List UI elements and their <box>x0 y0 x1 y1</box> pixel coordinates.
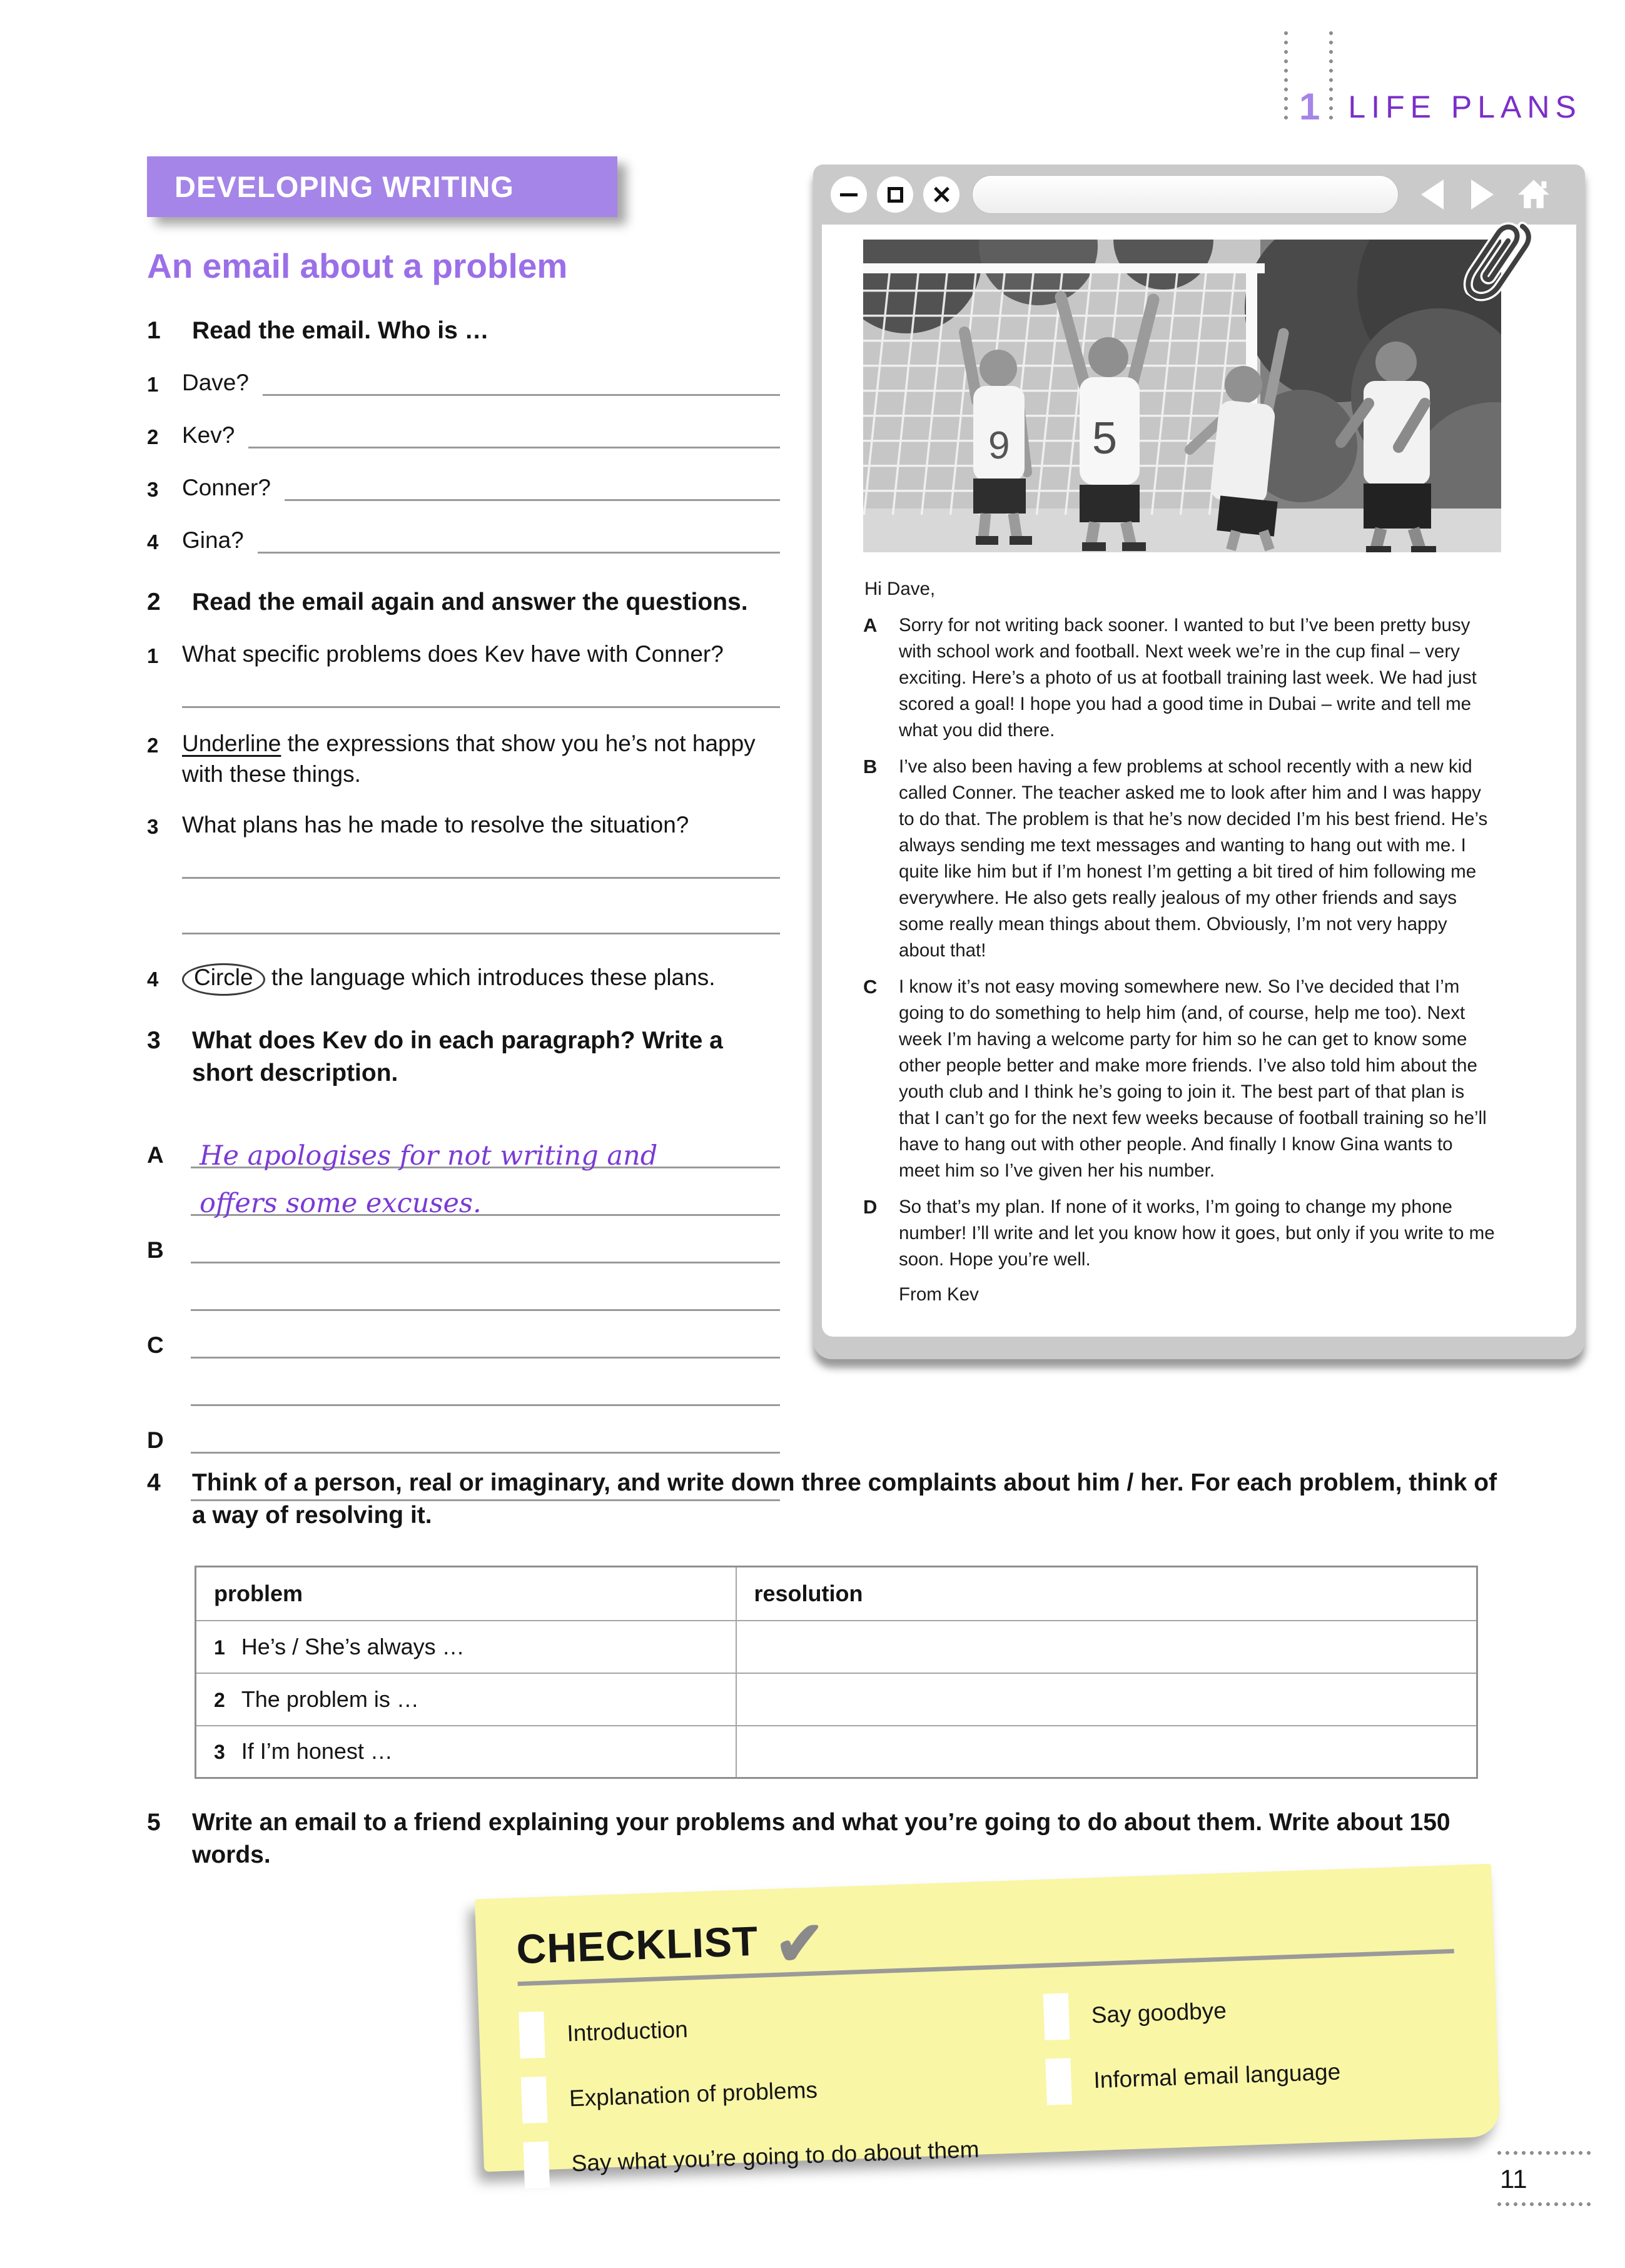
address-bar[interactable] <box>972 175 1399 214</box>
unit-number: 1 <box>1299 86 1320 128</box>
checklist-item <box>1043 1980 1457 2040</box>
table-row <box>196 1726 1477 1778</box>
column-header-resolution: resolution <box>736 1567 1477 1621</box>
unit-title: LIFE PLANS <box>1348 89 1582 124</box>
exercise-number: 5 <box>147 1809 161 1836</box>
exercise3-heading <box>147 1025 780 1090</box>
answer-line[interactable] <box>191 1263 780 1311</box>
exercise-number: 3 <box>147 1026 161 1054</box>
table-header-row <box>196 1567 1477 1621</box>
exercise-instruction: Think of a person, real or imaginary, and write down three complaints about him / her. For each problem, think of a way of resolving it. <box>192 1469 1497 1529</box>
paragraph-text: I know it’s not easy moving somewhere new. So I’ve decided that I’m going to do something to help him (and, of course, help me too). Next week I’m having a welcome party for him so he can get to know some other people better and make more friends. I’ve also told him about the youth club and I think he’s going to join it. The best part of that plan is that I can’t go for the next few weeks because of football training so he’ll have to hang out with other people. And finally I know Gina wants to meet him so I’ve given her his number. <box>899 976 1487 1181</box>
paragraph-text: Sorry for not writing back sooner. I wanted to but I’ve been pretty busy with school work and football. Next week we’re in the cup final – very exciting. Here’s a photo of us at football training last week. We had just scored a goal! I hope you had a good time in Dubai – write and tell me what you did there. <box>899 615 1477 741</box>
answer-line[interactable] <box>191 1406 780 1454</box>
email-signoff: From Kev <box>899 1284 979 1305</box>
unit-header <box>1283 30 1582 128</box>
paragraph-letter: B <box>147 1237 164 1263</box>
email-body <box>863 576 1495 1308</box>
exercise-instruction: Read the email again and answer the questions. <box>192 589 748 615</box>
section-banner: DEVELOPING WRITING <box>147 156 617 217</box>
question-label: Conner? <box>182 475 271 500</box>
question-label: Kev? <box>182 422 235 448</box>
question-number: 4 <box>147 530 159 554</box>
question-text: What specific problems does Kev have with Conner? <box>182 641 724 667</box>
answer-line[interactable] <box>285 473 780 501</box>
left-column <box>147 156 780 1501</box>
answer-line[interactable] <box>191 1121 780 1172</box>
maximize-button[interactable] <box>877 176 913 213</box>
paragraph-letter: D <box>147 1427 164 1453</box>
exercise-instruction: Write an email to a friend explaining your problems and what you’re going to do about them. Write about 150 words. <box>192 1809 1450 1868</box>
checklist-item <box>1045 2045 1459 2105</box>
question-text: Underline the expressions that show you he’s not happy with these things. <box>182 731 756 787</box>
checklist-item-label: Informal email language <box>1093 2058 1341 2093</box>
paragraph-answer-group <box>147 1311 780 1406</box>
page-title: An email about a problem <box>147 246 568 285</box>
question-number: 2 <box>147 425 159 448</box>
table-row <box>196 1621 1477 1673</box>
dotted-divider <box>1329 30 1334 124</box>
table-row <box>196 1673 1477 1726</box>
checklist-checkbox[interactable] <box>1043 1993 1070 2040</box>
answer-line[interactable] <box>182 933 780 934</box>
problem-cell: 2 The problem is … <box>196 1673 736 1726</box>
checklist-title: CHECKLIST <box>515 1917 759 1973</box>
answer-line[interactable] <box>191 1168 780 1219</box>
checklist-item-label: Say goodbye <box>1091 1997 1227 2028</box>
exercise5-heading <box>147 1806 1498 1871</box>
minimize-button[interactable] <box>831 176 867 213</box>
answer-line[interactable] <box>182 877 780 879</box>
checklist-item <box>523 2124 1049 2189</box>
question-text: Circle the language which introduces these plans. <box>182 962 780 996</box>
close-button[interactable] <box>923 176 959 213</box>
checklist-note <box>475 1864 1501 2177</box>
checklist-checkbox[interactable] <box>519 2012 545 2058</box>
question-item <box>147 525 780 557</box>
dotted-divider <box>1496 2202 1594 2207</box>
answer-line[interactable] <box>258 526 780 554</box>
exercise-instruction: Read the email. Who is … <box>192 317 489 344</box>
email-greeting: Hi Dave, <box>864 579 936 599</box>
problem-resolution-table <box>195 1566 1478 1779</box>
question-item <box>147 639 780 671</box>
page-number: 11 <box>1500 2164 1527 2194</box>
resolution-cell[interactable] <box>736 1673 1477 1726</box>
exercise-number: 4 <box>147 1469 161 1496</box>
checklist-item-label: Say what you’re going to do about them <box>571 2136 980 2177</box>
question-item <box>147 962 780 996</box>
home-icon[interactable] <box>1516 177 1551 213</box>
question-label: Gina? <box>182 527 244 553</box>
question-number: 3 <box>147 815 159 838</box>
close-icon <box>933 186 950 203</box>
email-paragraph <box>863 754 1495 964</box>
dotted-divider <box>1283 30 1289 124</box>
question-text: What plans has he made to resolve the situation? <box>182 812 689 838</box>
email-paragraph <box>863 974 1495 1184</box>
handwritten-answer: offers some excuses. <box>200 1187 482 1219</box>
back-icon[interactable] <box>1421 180 1444 210</box>
page-number-block <box>1496 2150 1594 2207</box>
checklist-checkbox[interactable] <box>1045 2058 1072 2105</box>
question-item <box>147 367 780 400</box>
checkmark-icon: ✔ <box>773 1910 826 1978</box>
email-page <box>822 225 1576 1337</box>
question-label: Dave? <box>182 370 249 395</box>
paragraph-letter: A <box>147 1142 164 1168</box>
question-item <box>147 728 780 789</box>
underlined-word: Underline <box>182 731 281 756</box>
minimize-icon <box>840 193 858 196</box>
football-photo-graphic <box>863 240 1501 552</box>
right-column <box>813 165 1585 1359</box>
checklist-checkbox[interactable] <box>521 2077 548 2124</box>
paragraph-letter: C <box>863 976 878 998</box>
checklist-item-label: Introduction <box>566 2016 689 2047</box>
paragraph-letter: C <box>147 1332 164 1358</box>
problem-cell: 3 If I’m honest … <box>196 1726 736 1778</box>
question-item <box>147 472 780 505</box>
forward-icon[interactable] <box>1471 180 1494 210</box>
exercise4-heading <box>147 1467 1498 1532</box>
question-number: 1 <box>147 373 159 396</box>
resolution-cell[interactable] <box>736 1621 1477 1673</box>
email-paragraph <box>863 1194 1495 1273</box>
exercise-number: 1 <box>147 317 161 344</box>
paragraph-answer-group <box>147 1216 780 1311</box>
column-header-problem: problem <box>196 1567 736 1621</box>
football-photo <box>863 240 1501 552</box>
question-number: 2 <box>147 734 159 757</box>
exercise-instruction: What does Kev do in each paragraph? Write a short description. <box>192 1026 723 1086</box>
email-paragraph <box>863 612 1495 744</box>
question-number: 3 <box>147 478 159 501</box>
answer-line[interactable] <box>182 706 780 708</box>
paragraph-letter: D <box>863 1196 878 1218</box>
exercise2-heading <box>147 586 780 619</box>
circled-word: Circle <box>182 963 265 996</box>
paragraph-text: So that’s my plan. If none of it works, I’m going to change my phone number! I’ll write and let you know how it goes, but only if you write to me soon. Hope you’re well. <box>899 1197 1495 1270</box>
question-number: 1 <box>147 644 159 667</box>
checklist-item <box>521 2059 1047 2124</box>
answer-line[interactable] <box>263 368 780 396</box>
paragraph-answer-group <box>147 1121 780 1219</box>
question-number: 4 <box>147 968 159 991</box>
paragraph-letter: A <box>863 614 878 636</box>
answer-line[interactable] <box>248 421 780 448</box>
checklist-item-label: Explanation of problems <box>569 2077 818 2112</box>
paragraph-text: I’ve also been having a few problems at school recently with a new kid called Conner. The teacher asked me to look after him and I was happy to do that. The problem is that he’s now decided I’m his best friend. He’s always sending me text messages and wanting to hang out with me. I quite like him but if I’m honest I’m getting a bit tired of him following me everywhere. He also gets really jealous of my other friends and says some really mean things about them. Obviously, I’m not very happy about that! <box>899 756 1488 961</box>
maximize-icon <box>888 187 903 203</box>
answer-line[interactable] <box>191 1216 780 1263</box>
question-item <box>147 809 780 842</box>
resolution-cell[interactable] <box>736 1726 1477 1778</box>
svg-text:5: 5 <box>1092 413 1118 463</box>
browser-window <box>813 165 1585 1359</box>
answer-line[interactable] <box>191 1359 780 1406</box>
answer-line[interactable] <box>191 1311 780 1359</box>
problem-cell: 1 He’s / She’s always … <box>196 1621 736 1673</box>
browser-titlebar <box>822 165 1576 225</box>
exercise1-heading <box>147 315 780 347</box>
checklist-item <box>519 1994 1045 2058</box>
svg-text:9: 9 <box>988 424 1010 467</box>
dotted-divider <box>1496 2150 1594 2155</box>
checklist-checkbox[interactable] <box>523 2142 550 2189</box>
exercise5 <box>147 1806 1498 1871</box>
paragraph-letter: B <box>863 756 878 777</box>
exercise4 <box>147 1467 1498 1779</box>
exercise-number: 2 <box>147 589 161 615</box>
question-item <box>147 420 780 452</box>
handwritten-answer: He apologises for not writing and <box>200 1140 658 1172</box>
